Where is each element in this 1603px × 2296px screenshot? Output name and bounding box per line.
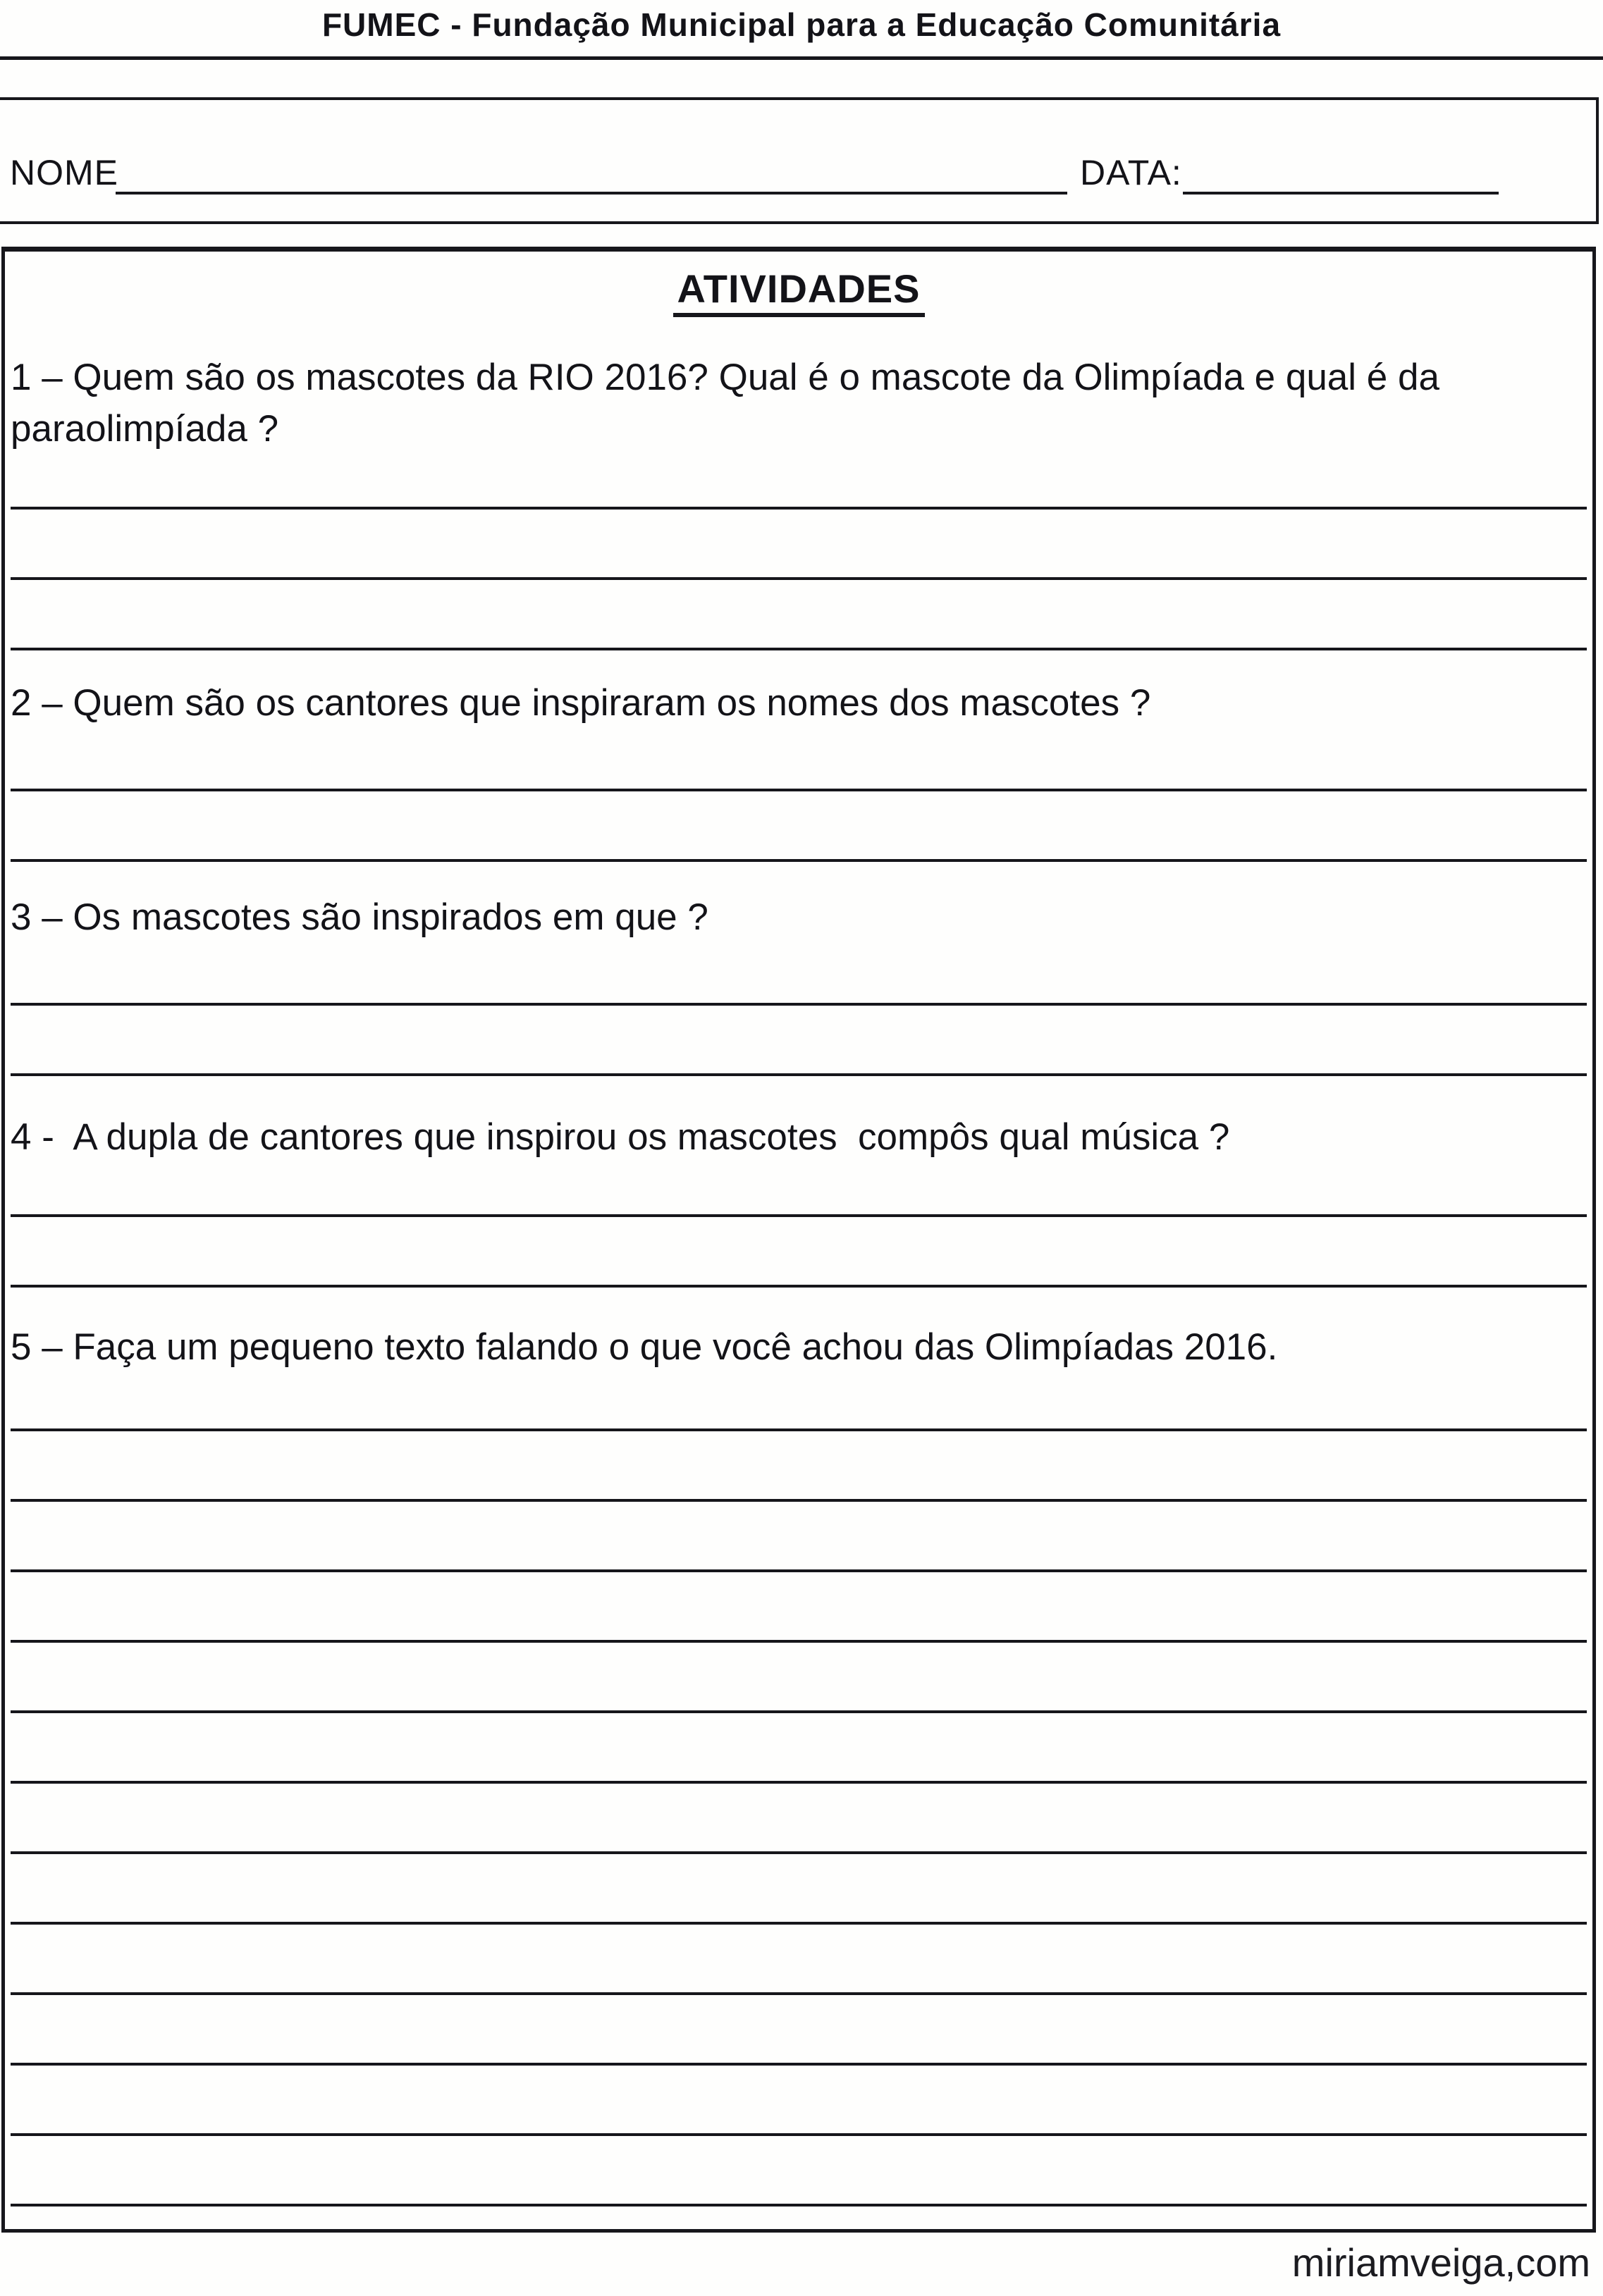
answer-line <box>11 935 1587 1006</box>
answer-line <box>11 791 1587 862</box>
answer-line <box>11 1784 1587 1854</box>
activities-title-wrap <box>5 266 1592 317</box>
question-3: 3 – Os mascotes são inspirados em que ? <box>11 896 708 938</box>
answer-line <box>11 510 1587 580</box>
answer-lines-question-3 <box>11 935 1587 1076</box>
date-label: DATA: <box>1080 153 1182 192</box>
answer-line <box>11 1431 1587 1502</box>
answer-line <box>11 2066 1587 2136</box>
answer-line <box>11 721 1587 791</box>
answer-lines-question-5 <box>11 1361 1587 2206</box>
answer-line <box>11 1713 1587 1784</box>
answer-line <box>11 1854 1587 1925</box>
question-5: 5 – Faça um pequeno texto falando o que você achou das Olimpíadas 2016. <box>11 1326 1278 1368</box>
answer-line <box>11 1643 1587 1713</box>
answer-line <box>11 439 1587 510</box>
activities-section <box>1 247 1596 2233</box>
question-2: 2 – Quem são os cantores que inspiraram os nomes dos mascotes ? <box>11 682 1151 724</box>
name-blank-line <box>116 192 1067 195</box>
answer-lines-question-4 <box>11 1147 1587 1288</box>
watermark: miriamveiga,com <box>1291 2240 1590 2285</box>
name-label: NOME <box>10 153 118 192</box>
answer-line <box>11 1995 1587 2066</box>
answer-line <box>11 580 1587 650</box>
name-date-box <box>0 97 1599 224</box>
answer-line <box>11 1006 1587 1076</box>
answer-line <box>11 1502 1587 1572</box>
answer-line <box>11 2136 1587 2206</box>
date-blank-line <box>1183 192 1499 195</box>
answer-line <box>11 1572 1587 1643</box>
answer-lines-question-1 <box>11 439 1587 650</box>
answer-line <box>11 1147 1587 1217</box>
activities-title: ATIVIDADES <box>673 266 925 317</box>
header-divider <box>0 56 1603 60</box>
answer-line <box>11 1925 1587 1995</box>
answer-line <box>11 1217 1587 1288</box>
answer-line <box>11 1361 1587 1431</box>
question-1: 1 – Quem são os mascotes da RIO 2016? Qual é o mascote da Olimpíada e qual é da paraolimpíada ? <box>11 357 1450 450</box>
answer-lines-question-2 <box>11 721 1587 862</box>
question-4: 4 - A dupla de cantores que inspirou os mascotes compôs qual música ? <box>11 1116 1230 1158</box>
page-title: FUMEC - Fundação Municipal para a Educação Comunitária <box>321 6 1282 43</box>
